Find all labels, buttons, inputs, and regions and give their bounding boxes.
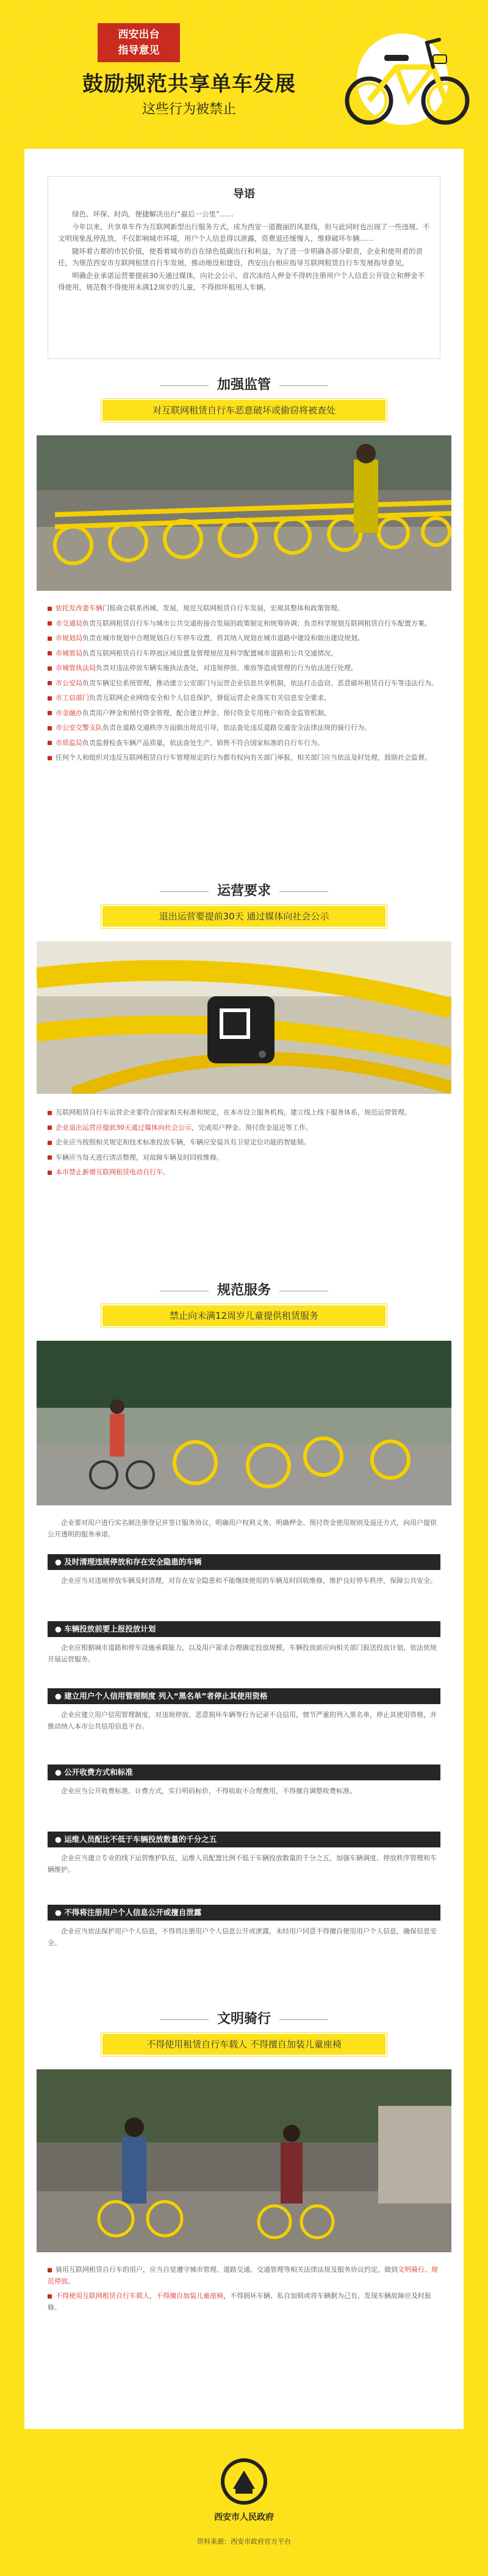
intro-box [48, 176, 440, 359]
kids-bikes-image [37, 1341, 451, 1505]
bullet-square [48, 681, 52, 685]
header-banner [0, 0, 488, 140]
bullet-square [48, 1141, 52, 1145]
title-divider [160, 891, 209, 892]
list-item: 依托发改委车辆门报商会联系西城、发展，规范互联网租赁自行车发展，宏观其整体和政策管理。 [48, 603, 440, 615]
section-title-text: 加强监管 [217, 377, 271, 393]
bullet-square [48, 756, 52, 760]
intro-paragraph: 绿色、环保、时尚，便捷解决出行“最后一公里”…… [72, 210, 234, 218]
civilized-list [48, 2264, 440, 2317]
section-title-civilized [24, 2008, 464, 2027]
bullet-square [48, 607, 52, 611]
page-subtitle: 这些行为被禁止 [142, 102, 236, 117]
footer-source: 资料来源：西安市政府官方平台 [197, 2538, 291, 2546]
photo-street-riders [37, 2069, 451, 2252]
sub-text: 企业应当公开收费标准、计费方式，实行明码标价，不得收取不合理费用，不得擅自调整收费标准。 [61, 1787, 356, 1795]
bullet-square [48, 666, 52, 671]
bullet-square [48, 2294, 52, 2299]
sub-text: 企业应当建立专业的线下运营维护队伍，运维人员配置比例不低于车辆投放数量的千分之五，加强车辆调度、停放秩序管理和车辆维护。 [48, 1854, 437, 1874]
list-item: 市公安局负责车辆定位系统管理，推动建立公安部门与运营企业信息共享机制，依法打击盗窃、恶意破坏租赁自行车等违法行为。 [48, 678, 440, 690]
list-item: 市公安交警支队负责在道路交通秩序方面做出规范引导，依法查处违反道路交通安全法律法规的骑行行为。 [48, 722, 440, 734]
list-item: 市规划局负责在城市规划中合理规划自行车停车设置，将其纳入规划在城市道路中建设和做出建设规划。 [48, 633, 440, 644]
list-item: 本市禁止新增互联网租赁电动自行车。 [48, 1167, 440, 1179]
intro-paragraph: 明确企业承诺运营要提前30天通过媒体，向社会公示，首次冻结人押金不得转注册用户个人信息公开设立和押金不得使用，规范数不得使用未满12周岁的儿童，不得损坏租用人车辆。 [58, 271, 425, 291]
bullet-square [48, 741, 52, 745]
photo-parked-bikes [37, 435, 451, 591]
government-emblem-icon [220, 2457, 268, 2506]
list-item: 市工信部门负责互联网企业网络安全和个人信息保护，督促运营企业落实有关信息安全要求。 [48, 693, 440, 704]
bullet-square [48, 1111, 52, 1115]
title-divider [160, 385, 209, 386]
bullet-square [48, 711, 52, 715]
sub-heading: ● 车辆投放前要上报投放计划 [48, 1621, 440, 1637]
content-card [24, 149, 464, 2429]
bullet-square [48, 651, 52, 655]
section-banner-civilized: 不得使用租赁自行车载人 不得擅自加装儿童座椅 [101, 2033, 387, 2056]
sub-heading: ● 公开收费方式和标准 [48, 1764, 440, 1780]
sub-heading: ● 运维人员配比不低于车辆投放数量的千分之五 [48, 1832, 440, 1847]
section-title-text: 运营要求 [217, 883, 271, 899]
list-item: 市金融办负责用户押金和预付资金管理，配合建立押金、预付资金专用账户和资金监管机制。 [48, 708, 440, 719]
title-divider [160, 2019, 209, 2020]
bike-lock-image [37, 941, 451, 1094]
bullet-square [48, 637, 52, 641]
intro-paragraph: 随环着古都的市民价值，使看着城市的自在绿色低碳出行和利益，为了进一步明确各部分职责，企业和使用者的责任，为规范西安市互联网租赁自行车发展，推动地设和建设，西安出台相应指导互联网租赁自行车发展指导意见。 [58, 247, 423, 267]
parked-bikes-image [37, 435, 451, 591]
bullet-square [48, 726, 52, 730]
list-item: 市城管执法局负责对违法停放车辆实施执法查处，对违规停放、堆放等造成管理的行为依法进行处理。 [48, 663, 440, 674]
sub-heading: ● 不得将注册用户个人信息公开或擅自泄露 [48, 1905, 440, 1921]
header-tag-line1: 西安出台 [118, 29, 160, 41]
title-divider [279, 2019, 328, 2020]
list-item: 互联网租赁自行车运营企业要符合国家相关标准和规定，在本市设立服务机构，建立线上线下服务体系，规范运营管理。 [48, 1107, 440, 1119]
page-title: 鼓励规范共享单车发展 [82, 72, 296, 96]
section-banner-supervision: 对互联网租赁自行车恶意破坏或偷窃将被查处 [101, 399, 387, 422]
section-title-service [24, 1280, 464, 1299]
title-divider [279, 891, 328, 892]
list-item: 任何个人和组织对违反互联网租赁自行车管理规定的行为都有权向有关部门举报，相关部门应当依法及时处理，鼓励社会监督。 [48, 752, 440, 764]
list-item: 车辆应当每天进行清洁整理，对故障车辆及时回收维修。 [48, 1152, 440, 1164]
sub-heading: ● 及时清理违规停放和存在安全隐患的车辆 [48, 1554, 440, 1570]
photo-kids-bikes [37, 1341, 451, 1505]
sub-text: 企业应建立用户信用管理制度，对违规停放、恶意损坏车辆等行为记录不良信用，情节严重的列入黑名单，停止其使用资格，并推动纳入本市公共信用信息平台。 [48, 1711, 437, 1730]
list-item: 企业应当按照相关规定和技术标准投放车辆，车辆应安装具有卫星定位功能的智能锁。 [48, 1137, 440, 1149]
intro-title: 导语 [233, 188, 255, 201]
service-intro: 企业要对用户进行实名制注册登记并签订服务协议，明确用户权利义务，明确押金、预付资金使用规则及退还方式，向用户提供公开透明的服务承诺。 [48, 1519, 437, 1538]
street-riders-image [37, 2069, 451, 2252]
list-item: 不得使用互联网租赁自行车载人，不得擅自加装儿童座椅，不得损坏车辆、私自加锁或将车辆据为己有，发现车辆故障应及时报修。 [48, 2292, 431, 2311]
bullet-square [48, 1126, 52, 1130]
sub-heading: ● 建立用户个人信用管理制度 列入“黑名单”者停止其使用资格 [48, 1688, 440, 1704]
list-item: 市交通局负责互联网租赁自行车与城市公共交通衔接合发展的政策制定和统筹协调；负责科学规划互联网租赁自行车配置方案。 [48, 618, 440, 630]
bullet-square [48, 696, 52, 701]
operation-list [48, 1107, 440, 1182]
section-title-supervision [24, 374, 464, 393]
sub-text: 企业应根据城市道路和停车设施承载能力，以及用户需求合理确定投放规模，车辆投放前应向相关部门报送投放计划，依法依规开展运营服务。 [48, 1644, 437, 1663]
intro-paragraph: 今年以来，共享单车作为互联网新型出行服务方式，成为西安一道靓丽的风景线，但与此同时也出现了一些违规、不文明现象乱停乱放，不仅影响城市环境，用户个人信息得以泄露，资费退还缓慢人，维修破坏车辆…… [58, 223, 430, 243]
title-divider [279, 385, 328, 386]
bullet-square [48, 1155, 52, 1160]
sub-text: 企业应当对违规停放车辆及时清理，对存在安全隐患和不能继续使用的车辆及时回收维修，维护良好停车秩序，保障公共安全。 [61, 1577, 437, 1585]
list-item: 骑用互联网租赁自行车的用户，应当自觉遵守城市管理、道路交通、交通管理等相关法律法规及服务协议约定，做到文明骑行、规范停放。 [48, 2266, 438, 2285]
section-banner-service: 禁止向未满12周岁儿童提供租赁服务 [101, 1304, 387, 1327]
list-item: 市质监局负责监督检查车辆产品质量，依法查处生产、销售不符合国家标准的自行车行为。 [48, 738, 440, 749]
photo-bike-lock [37, 941, 451, 1094]
header-tag-line2: 指导意见 [118, 45, 160, 57]
footer [0, 2439, 488, 2576]
bullet-square [48, 2268, 52, 2272]
section-title-operation [24, 880, 464, 899]
supervision-list [48, 603, 440, 768]
list-item: 企业退出运营应提前30天通过媒体向社会公示，完成用户押金、预付资金退还等工作。 [48, 1122, 440, 1134]
section-title-text: 规范服务 [217, 1283, 271, 1298]
bullet-square [48, 621, 52, 626]
section-banner-operation: 退出运营要提前30天 通过媒体向社会公示 [101, 905, 387, 928]
bicycle-icon [342, 24, 476, 128]
sub-text: 企业应当依法保护用户个人信息，不得将注册用户个人信息公开或泄露，未经用户同意不得擅自使用用户个人信息，确保信息安全。 [48, 1927, 437, 1947]
list-item: 市城管局负责互联网租赁自行车停放区域设置及管理规范及科学配置城市道路和公共交通情况。 [48, 648, 440, 660]
section-title-text: 文明骑行 [217, 2011, 271, 2027]
header-tag [98, 23, 180, 62]
footer-org-name: 西安市人民政府 [214, 2513, 274, 2522]
bullet-square [48, 1171, 52, 1175]
